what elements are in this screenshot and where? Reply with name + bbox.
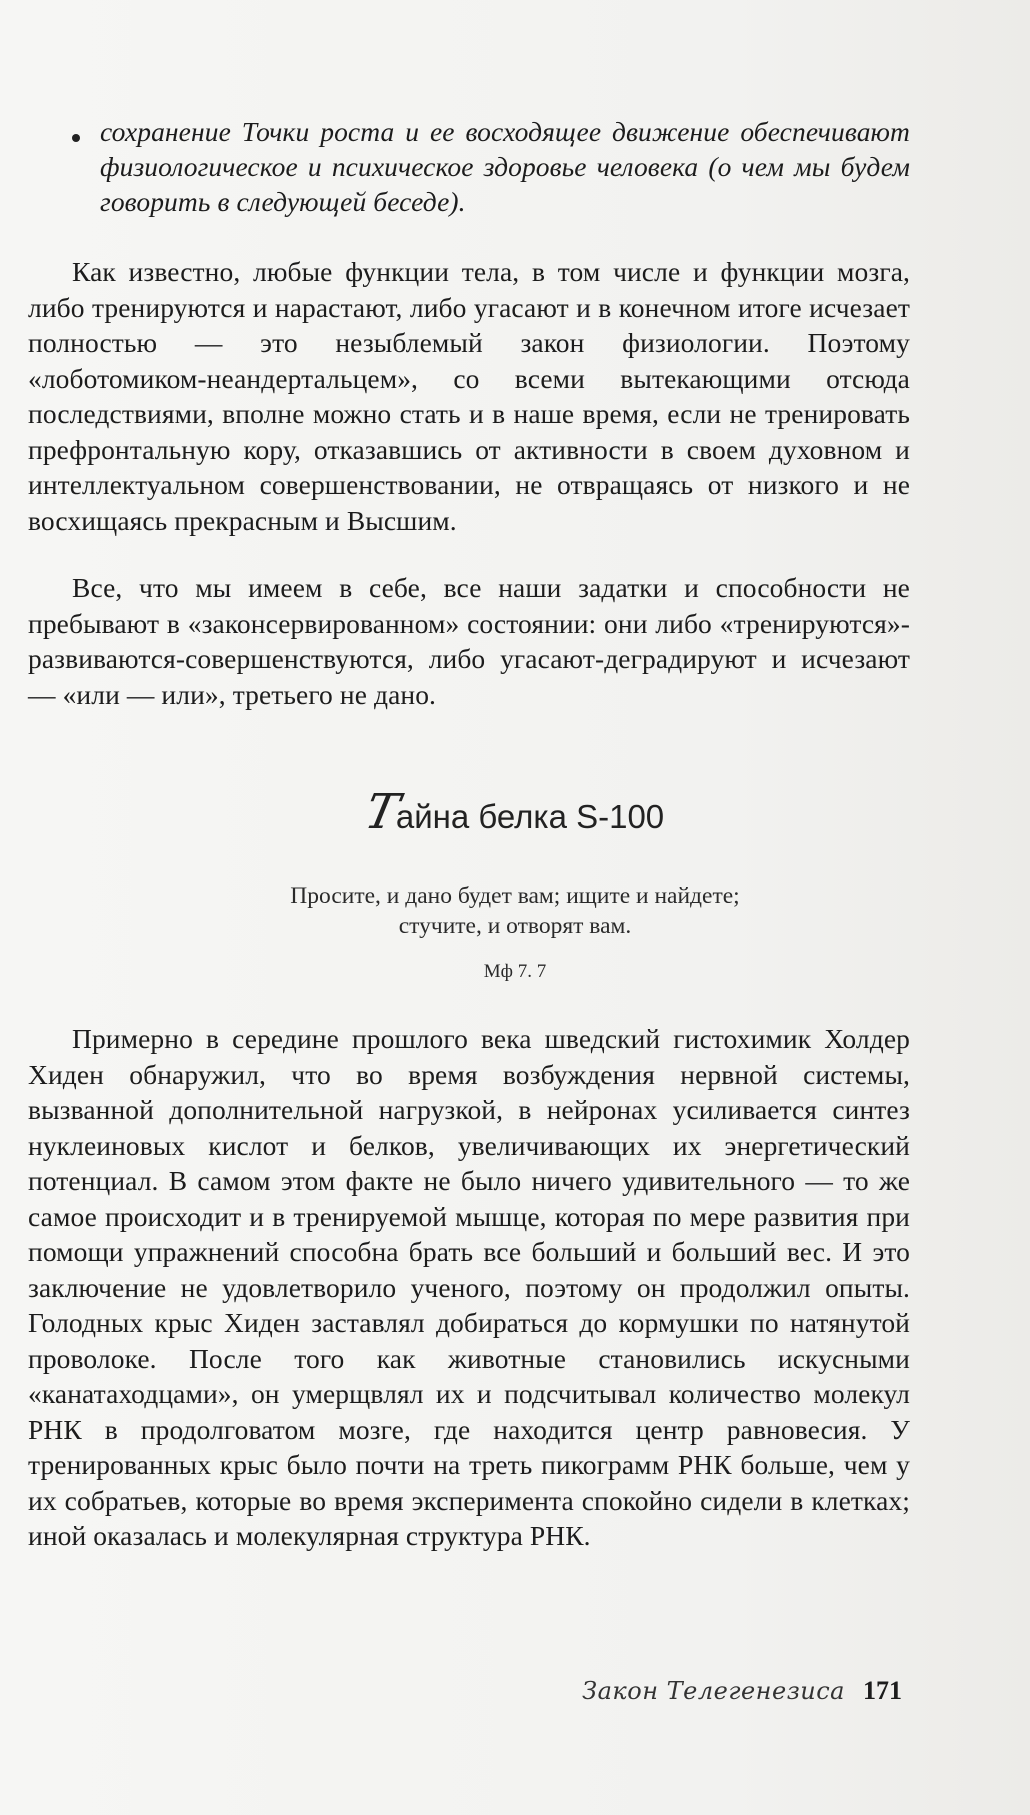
epigraph-reference: Мф 7. 7: [483, 961, 547, 982]
bullet-list-item: [72, 114, 910, 219]
section-title-text: айна белка S-100: [395, 798, 665, 835]
paragraph-1: Как известно, любые функции тела, в том числе и функции мозга, либо тренируются и нарастают, либо угасают и в конечном итоге исчезает полностью — это незыблемый закон физиологии. Поэтому «лоботомиком-неандертальцем», со всеми вытекающими отсюда последствиями, вполне можно стать и в наше время, если не тренировать префронтальную кору, отказавшись от активности в своем духовном и интеллектуальном совершенствовании, не отвращаясь от низкого и не восхищаясь прекрасным и Высшим.: [28, 256, 910, 536]
page-footer: [582, 1675, 902, 1707]
paragraph-2: Все, что мы имеем в себе, все наши задатки и способности не пребывают в «законсервированном» состоянии: они либо «тренируются»-развиваются-совершенствуются, либо угасают-деградируют и исчезают — «или — или», третьего не дано.: [28, 572, 910, 710]
running-title: Закон Телегенезиса: [582, 1677, 845, 1705]
section-title: [0, 784, 1030, 840]
paragraph-3: Примерно в середине прошлого века шведский гистохимик Холдер Хиден обнаружил, что во время возбуждения нервной системы, вызванной дополнительной нагрузкой, в нейронах усиливается синтез нуклеиновых кислот и белков, увеличивающих их энергетический потенциал. В самом этом факте не было ничего удивительного — то же самое происходит и в тренируемой мышце, которая по мере развития при помощи упражнений способна брать все больший и больший вес. И это заключение не удовлетворило ученого, поэтому он продолжил опыты. Голодных крыс Хиден заставлял добираться до кормушки по натянутой проволоке. После того как животные становились искусными «канатаходцами», он умерщвлял их и подсчитывал количество молекул РНК в продолговатом мозге, где находится центр равновесия. У тренированных крыс было почти на треть пикограмм РНК больше, чем у их собратьев, которые во время эксперимента спокойно сидели в клетках; иной оказалась и молекулярная структура РНК.: [28, 1023, 910, 1551]
section-title-initial: Т: [359, 784, 404, 840]
epigraph: [0, 881, 1030, 941]
epigraph-line-1: Просите, и дано будет вам; ищите и найдете;: [290, 883, 740, 909]
bullet-text: сохранение Точки роста и ее восходящее движение обеспечивают физиологическое и психическое здоровье человека (о чем мы будем говорить в следующей беседе).: [100, 116, 910, 217]
epigraph-line-2: стучите, и отворят вам.: [398, 913, 632, 939]
bullet-marker: [72, 134, 80, 142]
page-number: 171: [863, 1676, 902, 1705]
